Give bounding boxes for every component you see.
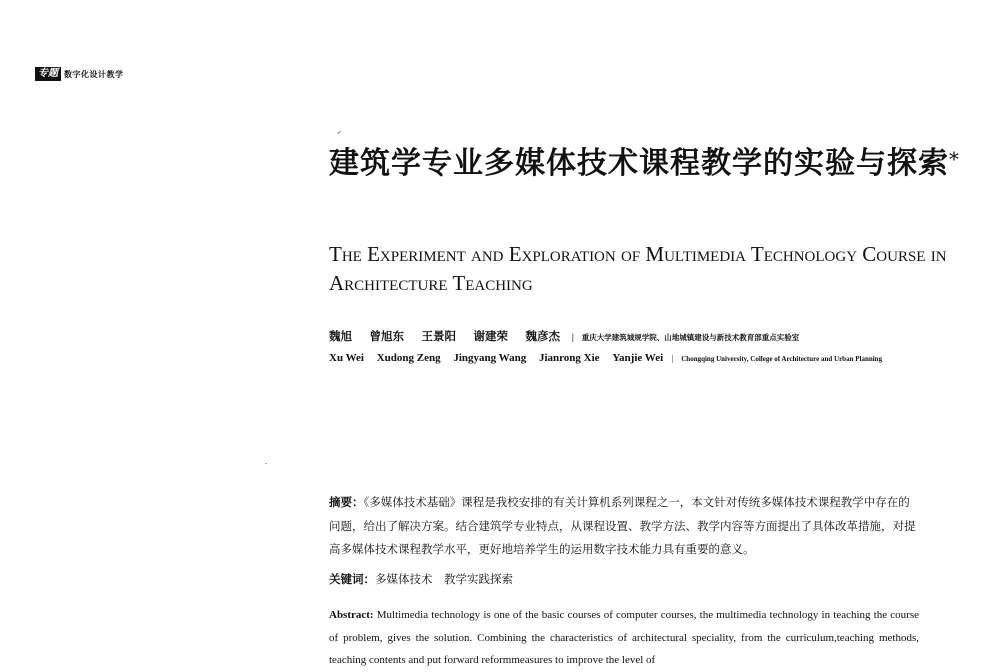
- abstract-chinese-text: 《多媒体技术基础》课程是我校安排的有关计算机系列课程之一，本文针对传统多媒体技术课程教学中存在的问题，给出了解决方案。结合建筑学专业特点，从课程设置、教学方法、教学内容等方面提出了具体改革措施，对提高多媒体技术课程教学水平，更好地培养学生的运用数字技术能力具有重要的意义。: [329, 495, 916, 556]
- authors-chinese-line: [329, 328, 969, 344]
- affiliation-separator: |: [571, 333, 575, 342]
- affiliation-separator: |: [671, 354, 674, 363]
- affiliation-chinese: 重庆大学建筑城规学院、山地城镇建设与新技术教育部重点实验室: [581, 333, 800, 342]
- abstract-chinese: [329, 491, 919, 562]
- affiliation-english: Chongqing University, College of Architecture and Urban Planning: [681, 355, 883, 363]
- author-en: Jianrong Xie: [538, 352, 600, 364]
- author-cn: 魏彦杰: [525, 329, 560, 343]
- authors-english-line: [329, 350, 914, 368]
- author-cn: 王景阳: [421, 329, 456, 343]
- abstract-english: [329, 604, 919, 672]
- title-chinese: [329, 147, 969, 180]
- author-cn: 魏旭: [329, 329, 352, 343]
- column-header: [35, 67, 124, 81]
- abstract-english-label: Abstract:: [329, 609, 374, 621]
- author-cn: 曾旭东: [369, 329, 404, 343]
- scan-dot: [265, 463, 267, 464]
- title-english: [329, 240, 969, 298]
- title-chinese-text: 建筑学专业多媒体技术课程教学的实验与探索: [329, 146, 949, 181]
- author-en: Xu Wei: [329, 352, 364, 364]
- keywords-text: 多媒体技术 教学实践探索: [375, 572, 513, 586]
- abstract-english-text: Multimedia technology is one of the basic courses of computer courses, the multimedia technology in teaching the course of problem, gives the solution. Combining the characteristics of architectural speciality, from the curriculum,teaching methods, teaching contents and put forward reformmeasures to improve the level of: [329, 609, 920, 666]
- scan-mark: [337, 131, 341, 134]
- title-footnote-mark: *: [949, 147, 960, 171]
- title-english-text: The Experiment and Exploration of Multimedia Technology Course in Architecture Teaching: [329, 242, 947, 295]
- keywords-label: 关键词：: [329, 572, 375, 586]
- column-badge: 专题: [35, 67, 61, 81]
- author-cn: 谢建荣: [473, 329, 508, 343]
- column-label: 数字化设计教学: [64, 69, 124, 79]
- abstract-chinese-label: 摘要：: [329, 495, 364, 509]
- author-en: Yanjie Wei: [612, 352, 664, 364]
- author-en: Jingyang Wang: [453, 352, 527, 364]
- keywords: [329, 571, 513, 587]
- author-en: Xudong Zeng: [376, 352, 441, 364]
